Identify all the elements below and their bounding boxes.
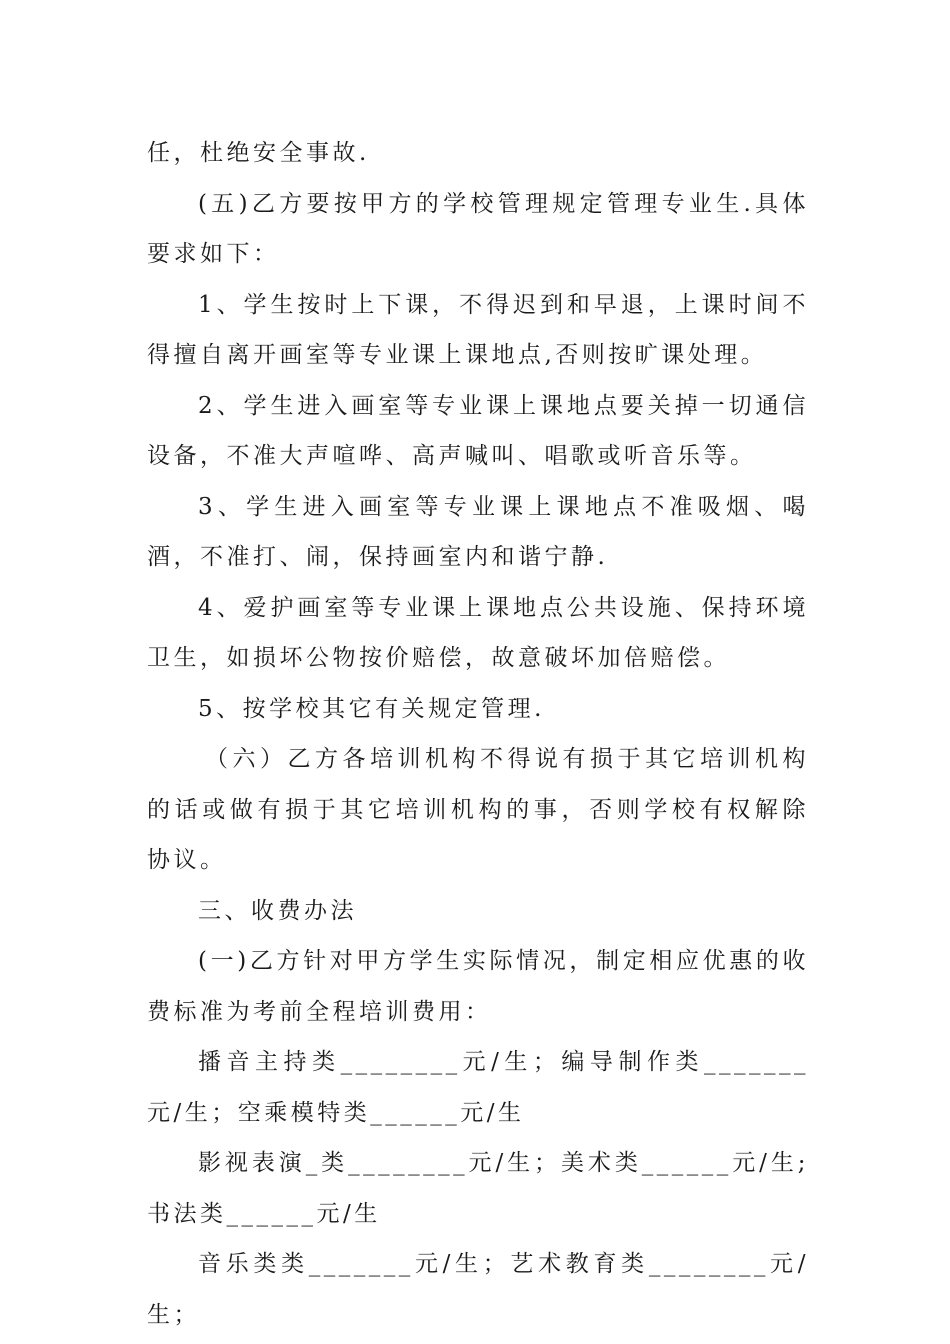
paragraph-section-5: (五)乙方要按甲方的学校管理规定管理专业生.具体要求如下： [147, 190, 809, 267]
paragraph-section-6: （六）乙方各培训机构不得说有损于其它培训机构的话或做有损于其它培训机构的事，否则学校有权解除协议。 [147, 746, 809, 873]
heading-fee-method: 三、收费办法 [198, 897, 357, 924]
paragraph-rule-1: 1、学生按时上下课，不得迟到和早退，上课时间不得擅自离开画室等专业课上课地点,否则按旷课处理。 [147, 291, 809, 368]
paragraph-rule-4: 4、爱护画室等专业课上课地点公共设施、保持环境卫生，如损坏公物按价赔偿，故意破坏加倍赔偿。 [147, 594, 809, 671]
paragraph-fee-standard: (一)乙方针对甲方学生实际情况，制定相应优惠的收费标准为考前全程培训费用： [147, 948, 809, 1025]
paragraph-fee-line-3: 音乐类类_______元/生；艺术教育类________元/生； [147, 1251, 809, 1328]
paragraph-fee-line-1: 播音主持类________元/生；编导制作类_______元/生；空乘模特类______元/生 [147, 1049, 809, 1126]
paragraph-fee-line-2: 影视表演_类________元/生；美术类______元/生;书法类______元/生 [147, 1150, 809, 1227]
document-body [147, 128, 809, 1340]
paragraph-rule-2: 2、学生进入画室等专业课上课地点要关掉一切通信设备，不准大声喧哗、高声喊叫、唱歌或听音乐等。 [147, 392, 809, 469]
paragraph-rule-5: 5、按学校其它有关规定管理. [198, 695, 545, 722]
paragraph-rule-3: 3、学生进入画室等专业课上课地点不准吸烟、喝酒，不准打、闹，保持画室内和谐宁静. [147, 493, 809, 570]
paragraph-continuation: 任，杜绝安全事故. [147, 140, 370, 166]
